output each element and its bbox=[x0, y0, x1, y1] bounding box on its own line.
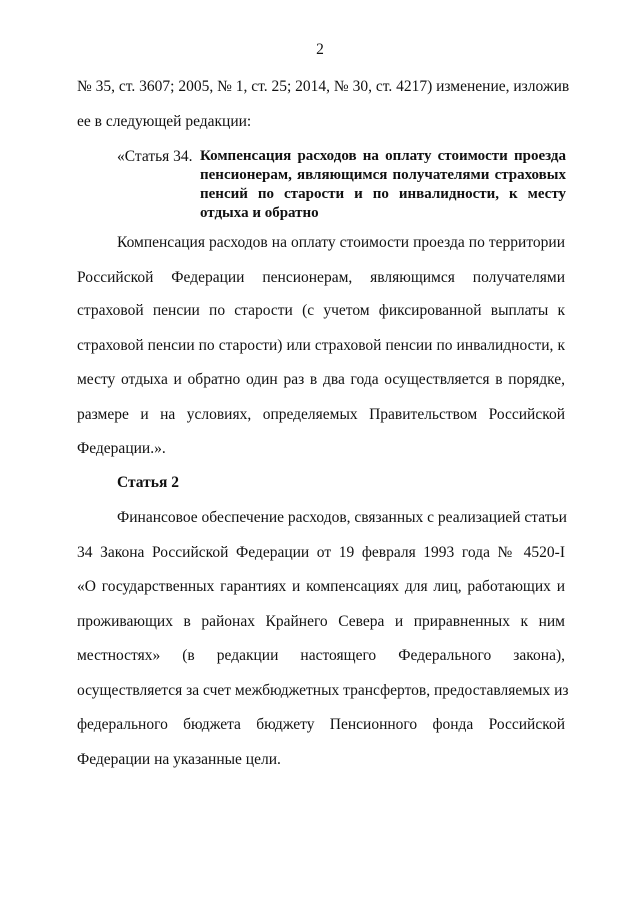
article-2-body-line-6: осуществляется за счет межбюджетных трансфертов, предоставляемых из bbox=[77, 682, 569, 699]
intro-line-2: ее в следующей редакции: bbox=[77, 113, 252, 130]
article-2-body-line-8: Федерации на указанные цели. bbox=[77, 751, 281, 768]
page-number: 2 bbox=[316, 41, 324, 58]
article-34-body-line-5: месту отдыха и обратно один раз в два года осуществляется в порядке, bbox=[77, 371, 565, 388]
article-34-body-line-1: Компенсация расходов на оплату стоимости проезда по территории bbox=[117, 234, 565, 251]
article-34-title-line-4: отдыха и обратно bbox=[200, 205, 319, 221]
article-34-title-line-1: Компенсация расходов на оплату стоимости проезда bbox=[200, 148, 566, 164]
article-34-body-line-3: страховой пенсии по старости (с учетом фиксированной выплаты к bbox=[77, 302, 565, 319]
article-34-body-line-4: страховой пенсии по старости) или страховой пенсии по инвалидности, к bbox=[77, 337, 565, 354]
article-2-body-line-1: Финансовое обеспечение расходов, связанных с реализацией статьи bbox=[117, 509, 567, 526]
article-2-body-line-4: проживающих в районах Крайнего Севера и приравненных к ним bbox=[77, 613, 565, 630]
article-34-body-line-2: Российской Федерации пенсионерам, являющимся получателями bbox=[77, 269, 565, 286]
article-34-prefix: «Статья 34. bbox=[117, 148, 193, 165]
article-2-body-line-3: «О государственных гарантиях и компенсациях для лиц, работающих и bbox=[77, 578, 565, 595]
article-2-body-line-5: местностях» (в редакции настоящего Федерального закона), bbox=[77, 647, 565, 664]
article-2-body-line-2: 34 Закона Российской Федерации от 19 февраля 1993 года № 4520-I bbox=[77, 544, 565, 561]
intro-line-1: № 35, ст. 3607; 2005, № 1, ст. 25; 2014, № 30, ст. 4217) изменение, изложив bbox=[77, 78, 570, 95]
article-2-heading: Статья 2 bbox=[117, 474, 179, 491]
article-34-body-line-6: размере и на условиях, определяемых Правительством Российской bbox=[77, 406, 565, 423]
article-2-body-line-7: федерального бюджета бюджету Пенсионного фонда Российской bbox=[77, 716, 565, 733]
article-34-title-line-2: пенсионерам, являющимся получателями страховых bbox=[200, 167, 566, 183]
article-34-body-line-7: Федерации.». bbox=[77, 440, 166, 457]
article-34-title-line-3: пенсий по старости и по инвалидности, к месту bbox=[200, 186, 566, 202]
